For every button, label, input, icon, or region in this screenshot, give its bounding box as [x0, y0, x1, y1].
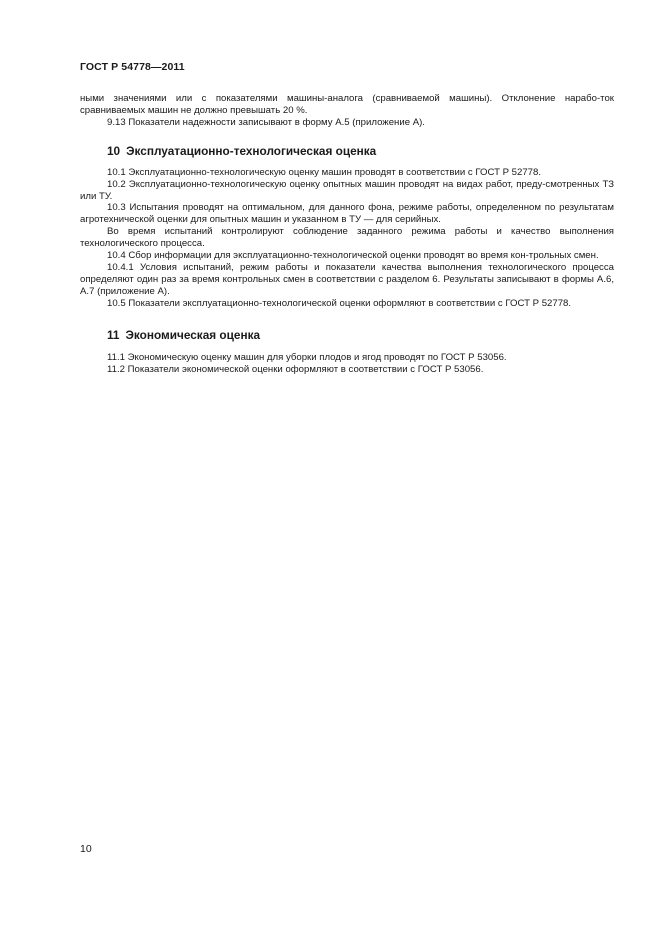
paragraph-10-1: 10.1 Эксплуатационно-технологическую оценку машин проводят в соответствии с ГОСТ Р 52778.: [107, 166, 542, 178]
paragraph-continuation: ными значениями или с показателями машины-аналога (сравниваемой машины). Отклонение нарабо-ток сравниваемых машин не должно превышать 20 %.: [80, 93, 614, 116]
paragraph-10-3-control: Во время испытаний контролируют соблюдение заданного режима работы и качество выполнения технологического процесса.: [80, 226, 614, 250]
paragraph-11-1: 11.1 Экономическую оценку машин для уборки плодов и ягод проводят по ГОСТ Р 53056.: [107, 351, 507, 363]
paragraph-9-13: 9.13 Показатели надежности записывают в форму А.5 (приложение А).: [107, 116, 425, 128]
paragraph-10-4: 10.4 Сбор информации для эксплуатационно-технологической оценки проводят во время кон-трольных смен.: [107, 250, 599, 262]
page-content: [80, 93, 614, 375]
paragraph-10-4-1: 10.4.1 Условия испытаний, режим работы и показатели качества выполнения технологического процесса определяют один раз за время контрольных смен в соответствии с разделом 6. Результаты записывают в формы А.6, А.7 (приложение А).: [80, 261, 614, 297]
section-10-title: Эксплуатационно-технологическая оценка: [126, 143, 377, 158]
paragraph-11-2: 11.2 Показатели экономической оценки оформляют в соответствии с ГОСТ Р 53056.: [107, 363, 484, 375]
paragraph-10-5: 10.5 Показатели эксплуатационно-технологической оценки оформляют в соответствии с ГОСТ Р 52778.: [107, 297, 572, 309]
section-10-heading: [80, 144, 614, 158]
section-11-heading: [80, 328, 614, 342]
section-10-number: 10: [107, 143, 121, 158]
paragraph-10-3: 10.3 Испытания проводят на оптимальном, для данного фона, режиме работы, определенном по результатам агротехнической оценки для опытных машин и указанном в ТУ — для серийных.: [80, 202, 614, 226]
page-number: 10: [80, 843, 92, 855]
section-11-number: 11: [107, 327, 120, 342]
section-11-title: Экономическая оценка: [125, 327, 261, 342]
paragraph-10-2: 10.2 Эксплуатационно-технологическую оценку опытных машин проводят на видах работ, преду-смотренных ТЗ или ТУ.: [80, 178, 614, 202]
document-header: ГОСТ Р 54778—2011: [80, 61, 185, 73]
